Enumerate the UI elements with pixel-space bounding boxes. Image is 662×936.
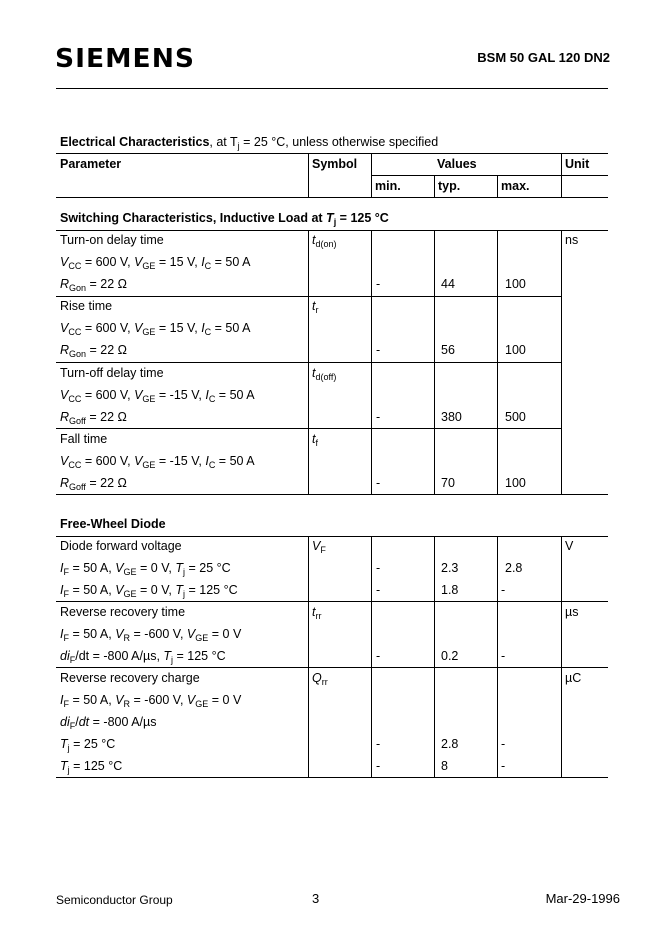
condition: $di_F/dt = -800$ A/µs, $T_j = 125$ °C	[60, 649, 226, 666]
value-typ: 44	[441, 277, 455, 291]
value-max: 2.8	[505, 561, 523, 575]
symbol	[312, 432, 318, 449]
value-typ: 8	[441, 759, 448, 773]
value-typ: 2.8	[441, 737, 459, 751]
section-switching-var: T	[326, 211, 334, 225]
condition: $T_j = 25$ °C	[60, 737, 116, 754]
col-typ: typ.	[438, 179, 461, 193]
symbol	[312, 299, 319, 316]
table-title-prefix: , at T	[209, 135, 238, 149]
table-title-suffix: = 25 °C, unless otherwise specified	[239, 135, 439, 149]
value-max: -	[501, 759, 506, 773]
section-switching-title	[60, 211, 389, 228]
col-unit: Unit	[565, 157, 590, 171]
symbol-var: t	[312, 432, 316, 446]
value-typ: 56	[441, 343, 455, 357]
symbol	[312, 366, 337, 383]
symbol-sub: d(off)	[315, 372, 337, 383]
value-min: -	[376, 410, 381, 424]
param-name: Rise time	[60, 299, 113, 313]
unit: V	[565, 539, 574, 553]
param-name: Fall time	[60, 432, 108, 446]
value-typ: 0.2	[441, 649, 459, 663]
symbol	[312, 671, 328, 688]
condition: $R_{Goff} = 22$ Ω	[60, 410, 127, 427]
value-min: -	[376, 476, 381, 490]
page-number: 3	[312, 891, 320, 906]
condition: $I_F = 50$ A, $V_R = -600$ V, $V_{GE} = 0$ V	[60, 627, 242, 644]
section-switching-suffix: = 125 °C	[336, 211, 389, 225]
siemens-logo: SIEMENS	[55, 44, 196, 74]
value-max: -	[501, 649, 506, 663]
table-title	[60, 135, 439, 152]
col-values: Values	[437, 157, 477, 171]
condition: $R_{Goff} = 22$ Ω	[60, 476, 127, 493]
section-switching-prefix: Switching Characteristics, Inductive Load at	[60, 211, 327, 225]
value-typ: 1.8	[441, 583, 459, 597]
value-typ: 70	[441, 476, 455, 490]
value-typ: 380	[441, 410, 462, 424]
symbol-sub: rr	[315, 611, 322, 622]
footer-date: Mar-29-1996	[545, 891, 620, 906]
symbol-sub: rr	[321, 677, 328, 688]
value-max: 100	[505, 476, 526, 490]
symbol-sub: F	[320, 545, 326, 556]
condition: $R_{Gon} = 22$ Ω	[60, 277, 128, 294]
col-symbol: Symbol	[312, 157, 358, 171]
unit: µC	[565, 671, 582, 685]
symbol-var: Q	[312, 671, 322, 685]
table-title-sub: j	[237, 141, 240, 152]
switching-unit: ns	[565, 233, 579, 247]
condition: $T_j = 125$ °C	[60, 759, 123, 776]
condition: $V_{CC} = 600$ V, $V_{GE} = -15$ V, $I_C = 50$ A	[60, 454, 255, 471]
symbol-sub: r	[315, 305, 319, 316]
value-min: -	[376, 561, 381, 575]
param-name: Turn-off delay time	[60, 366, 164, 380]
value-max: 100	[505, 277, 526, 291]
symbol-var: t	[312, 605, 316, 619]
part-number: BSM 50 GAL 120 DN2	[477, 50, 610, 65]
condition: $I_F = 50$ A, $V_{GE} = 0$ V, $T_j = 25$ °C	[60, 561, 231, 578]
value-max: -	[501, 583, 506, 597]
condition: $I_F = 50$ A, $V_R = -600$ V, $V_{GE} = 0$ V	[60, 693, 242, 710]
table-title-bold: Electrical Characteristics	[60, 135, 210, 149]
condition: $V_{CC} = 600$ V, $V_{GE} = 15$ V, $I_C = 50$ A	[60, 255, 251, 272]
value-min: -	[376, 649, 381, 663]
symbol	[312, 233, 337, 250]
value-min: -	[376, 583, 381, 597]
col-max: max.	[501, 179, 530, 193]
value-min: -	[376, 343, 381, 357]
value-typ: 2.3	[441, 561, 459, 575]
value-min: -	[376, 759, 381, 773]
symbol-var: V	[312, 539, 321, 553]
value-min: -	[376, 277, 381, 291]
symbol-var: t	[312, 233, 316, 247]
param-name: Diode forward voltage	[60, 539, 182, 553]
symbol-var: t	[312, 299, 316, 313]
symbol-var: t	[312, 366, 316, 380]
unit: µs	[565, 605, 579, 619]
value-max: 100	[505, 343, 526, 357]
header-rule	[56, 88, 608, 89]
param-name: Turn-on delay time	[60, 233, 164, 247]
symbol-sub: f	[315, 438, 318, 449]
param-name: Reverse recovery time	[60, 605, 186, 619]
section-diode-title: Free-Wheel Diode	[60, 517, 166, 531]
section-switching-sub: j	[333, 217, 337, 228]
col-parameter: Parameter	[60, 157, 122, 171]
symbol	[312, 539, 326, 556]
value-max: 500	[505, 410, 526, 424]
condition: $V_{CC} = 600$ V, $V_{GE} = 15$ V, $I_C = 50$ A	[60, 321, 251, 338]
param-name: Reverse recovery charge	[60, 671, 200, 685]
col-min: min.	[375, 179, 401, 193]
condition: $di_F/dt = -800$ A/µs	[60, 715, 157, 732]
condition: $V_{CC} = 600$ V, $V_{GE} = -15$ V, $I_C = 50$ A	[60, 388, 255, 405]
symbol	[312, 605, 322, 622]
condition: $I_F = 50$ A, $V_{GE} = 0$ V, $T_j = 125$ °C	[60, 583, 238, 600]
value-min: -	[376, 737, 381, 751]
value-max: -	[501, 737, 506, 751]
footer-company: Semiconductor Group	[56, 893, 173, 907]
condition: $R_{Gon} = 22$ Ω	[60, 343, 128, 360]
symbol-sub: d(on)	[315, 239, 337, 250]
